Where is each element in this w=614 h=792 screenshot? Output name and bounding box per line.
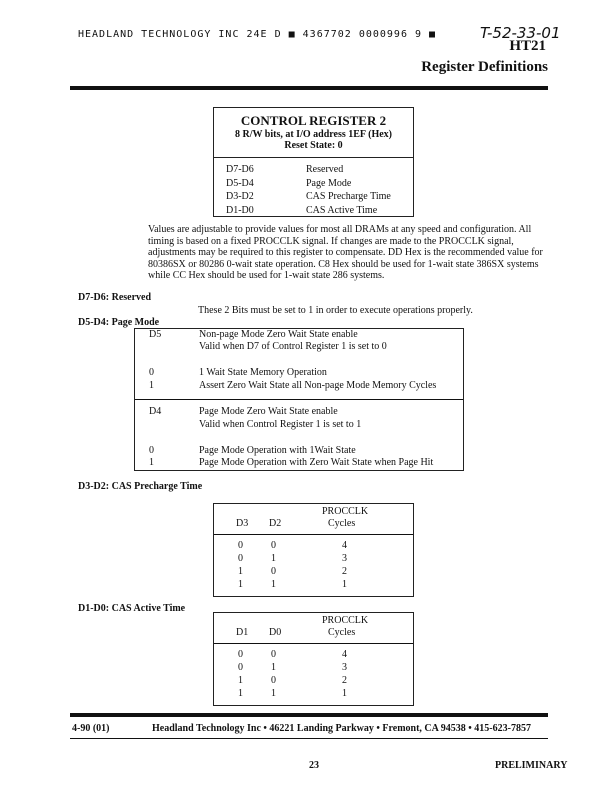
register-row: D3-D2 CAS Precharge Time [226, 191, 391, 202]
table-cell: 1 [271, 553, 276, 564]
header-bit-a: D3 [236, 518, 249, 529]
chip-name: HT21 [509, 38, 546, 54]
d7d6-text: These 2 Bits must be set to 1 in order to execute operations properly. [198, 305, 473, 316]
header-proclk: PROCCLK [322, 506, 369, 517]
d5-title: Non-page Mode Zero Wait State enable [199, 329, 358, 340]
scan-header: HEADLAND TECHNOLOGY INC 24E D ■ 4367702 0000996 9 ■ [78, 29, 437, 40]
table-cell: 2 [342, 566, 347, 577]
table-cell: 0 [271, 566, 276, 577]
table-cell: 4 [342, 649, 347, 660]
footer-thin-rule [70, 738, 548, 739]
d4-value-desc: Page Mode Operation with Zero Wait State when Page Hit [199, 457, 434, 468]
d5-note: Valid when D7 of Control Register 1 is set to 0 [199, 341, 387, 352]
header-bit-b: D0 [269, 627, 282, 638]
header-bit-b: D2 [269, 518, 282, 529]
divider [214, 534, 413, 535]
register-summary-box [213, 107, 414, 217]
divider [214, 643, 413, 644]
d4-title: Page Mode Zero Wait State enable [199, 406, 338, 417]
table-cell: 0 [238, 662, 243, 673]
top-rule [70, 86, 548, 90]
d5-value: 0 [149, 367, 154, 378]
table-cell: 4 [342, 540, 347, 551]
table-cell: 3 [342, 662, 347, 673]
preliminary-label: PRELIMINARY [495, 760, 568, 771]
table-cell: 2 [342, 675, 347, 686]
header-proclk: PROCCLK [322, 615, 369, 626]
table-cell: 1 [238, 566, 243, 577]
footer-date: 4-90 (01) [72, 723, 110, 734]
d5-value-desc: Assert Zero Wait State all Non-page Mode Memory Cycles [199, 380, 437, 391]
d5-value: 1 [149, 380, 154, 391]
intro-paragraph: Values are adjustable to provide values for most all DRAMs at any speed and configuration. All timing is based on a fixed PROCCLK signal. If changes are made to the PROCCLK signal, adjustments may be required to this register to compensate. DD Hex is the recommended value for 80386SX or 80286 0-wait state operation. C8 Hex should be used for 1-wait state 386SX systems while CC Hex should be used for 1-wait state 286 systems. [148, 224, 543, 281]
d5-label: D5 [149, 329, 162, 340]
table-cell: 1 [271, 688, 276, 699]
register-row: D7-D6 Reserved [226, 164, 344, 175]
divider [135, 399, 463, 400]
register-subtitle: 8 R/W bits, at I/O address 1EF (Hex) [234, 129, 393, 140]
d1d0-heading: D1-D0: CAS Active Time [78, 603, 186, 614]
header-cycles: Cycles [328, 627, 356, 638]
page-mode-table [134, 328, 464, 471]
table-cell: 3 [342, 553, 347, 564]
table-cell: 0 [271, 649, 276, 660]
table-cell: 1 [238, 688, 243, 699]
table-cell: 1 [342, 579, 347, 590]
d4-value-desc: Page Mode Operation with 1Wait State [199, 445, 356, 456]
footer-address: Headland Technology Inc • 46221 Landing Parkway • Fremont, CA 94538 • 415-623-7857 [152, 723, 531, 734]
handwritten-code: T-52-33-01 [480, 24, 561, 42]
table-cell: 0 [238, 553, 243, 564]
d5-value-desc: 1 Wait State Memory Operation [199, 367, 327, 378]
table-cell: 0 [271, 540, 276, 551]
register-row: D1-D0 CAS Active Time [226, 204, 378, 216]
cas-precharge-table [213, 503, 414, 597]
register-row: D5-D4 Page Mode [226, 177, 352, 189]
register-title: CONTROL REGISTER 2 [240, 113, 387, 128]
page-number: 23 [309, 760, 319, 771]
footer-rule [70, 713, 548, 717]
d7d6-heading: D7-D6: Reserved [78, 292, 152, 303]
d3d2-heading: D3-D2: CAS Precharge Time [78, 481, 203, 492]
d4-label: D4 [149, 406, 162, 417]
section-title: Register Definitions [421, 59, 548, 75]
table-cell: 1 [271, 579, 276, 590]
table-cell: 1 [238, 579, 243, 590]
cas-active-table [213, 612, 414, 706]
table-cell: 0 [238, 540, 243, 551]
header-cycles: Cycles [328, 518, 356, 529]
table-cell: 0 [271, 675, 276, 686]
d4-note: Valid when Control Register 1 is set to 1 [199, 419, 362, 430]
table-cell: 1 [342, 688, 347, 699]
header-bit-a: D1 [236, 627, 249, 638]
table-cell: 1 [271, 662, 276, 673]
d5d4-heading: D5-D4: Page Mode [78, 317, 160, 328]
d4-value: 1 [149, 457, 154, 468]
table-cell: 1 [238, 675, 243, 686]
table-cell: 0 [238, 649, 243, 660]
reset-state: Reset State: 0 [284, 140, 343, 151]
d4-value: 0 [149, 445, 154, 456]
